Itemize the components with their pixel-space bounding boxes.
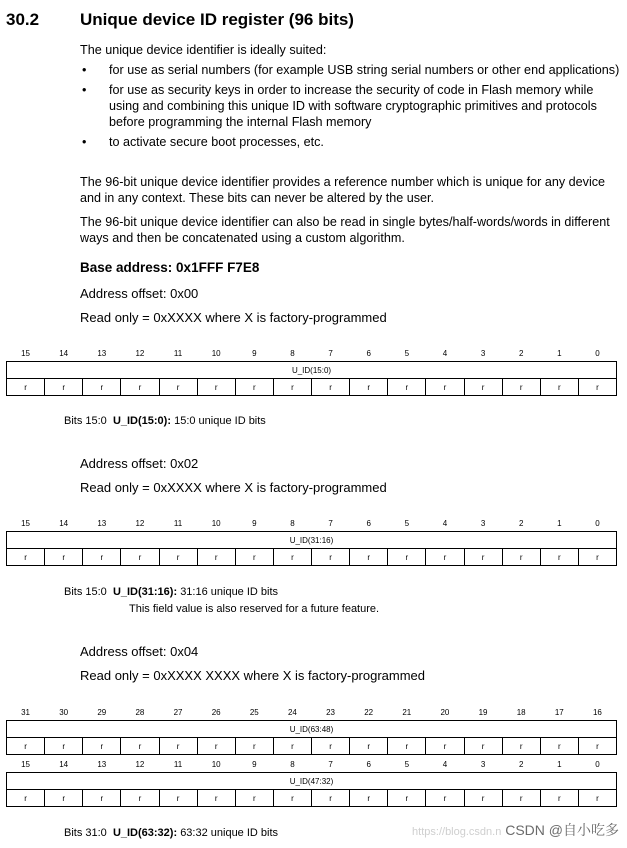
address-offset-1: Address offset: 0x02: [80, 456, 199, 471]
access-cell: r: [7, 790, 45, 807]
access-cell: r: [45, 379, 83, 396]
bit-number: 9: [252, 348, 257, 358]
access-cell: r: [350, 379, 388, 396]
access-cell: r: [197, 549, 235, 566]
bit-number: 1: [557, 518, 562, 528]
bit-number: 0: [595, 348, 600, 358]
watermark: [412, 820, 619, 840]
watermark-text: CSDN @自小吃多: [505, 822, 619, 838]
access-cell: r: [312, 790, 350, 807]
access-cell: r: [235, 790, 273, 807]
bit-number: 15: [21, 348, 31, 358]
bullet-symbol: •: [82, 83, 87, 97]
access-cell: r: [7, 549, 45, 566]
access-cell: r: [502, 379, 540, 396]
bit-number: 14: [59, 348, 69, 358]
access-cell: r: [388, 790, 426, 807]
bit-number: 8: [290, 348, 295, 358]
access-cell: r: [273, 549, 311, 566]
bit-number: 19: [478, 707, 488, 717]
bit-number: 11: [173, 348, 183, 358]
address-offset-2: Address offset: 0x04: [80, 644, 199, 659]
access-row: [7, 738, 617, 755]
bit-number: 13: [97, 759, 107, 769]
paragraph-read-modes: The 96-bit unique device identifier can also be read in single bytes/half-words/words in different ways and then be concatenated using a custom algorithm.: [80, 215, 610, 245]
bit-number: 1: [557, 348, 562, 358]
access-cell: r: [159, 379, 197, 396]
access-cell: r: [197, 790, 235, 807]
access-cell: r: [45, 549, 83, 566]
bit-description-0: [64, 415, 266, 427]
bit-number: 2: [518, 518, 524, 528]
register-table-0: [6, 345, 617, 396]
access-cell: r: [540, 379, 578, 396]
access-cell: r: [121, 790, 159, 807]
access-cell: r: [464, 379, 502, 396]
bullet-symbol: •: [82, 63, 87, 77]
access-cell: r: [502, 549, 540, 566]
field-label: U_ID(31:16):: [112, 586, 178, 598]
access-cell: r: [7, 738, 45, 755]
bit-number: 7: [328, 759, 333, 769]
bit-number: 3: [480, 348, 486, 358]
bit-number: 7: [328, 348, 333, 358]
access-cell: r: [312, 549, 350, 566]
access-cell: r: [388, 549, 426, 566]
field-label: U_ID(15:0):: [112, 415, 172, 427]
access-cell: r: [502, 738, 540, 755]
bit-number: 0: [595, 518, 600, 528]
bit-number: 11: [173, 518, 183, 528]
access-cell: r: [121, 549, 159, 566]
access-cell: r: [121, 738, 159, 755]
bit-number: 29: [97, 707, 107, 717]
address-offset-0: Address offset: 0x00: [80, 286, 199, 301]
bit-range: Bits 15:0: [64, 586, 107, 598]
access-cell: r: [540, 549, 578, 566]
bit-number: 22: [364, 707, 374, 717]
access-cell: r: [235, 379, 273, 396]
bit-number: 3: [480, 759, 486, 769]
bit-number: 11: [173, 759, 183, 769]
section-number: 30.2: [6, 10, 40, 29]
bit-range: Bits 31:0: [64, 827, 107, 839]
bit-number: 2: [518, 348, 524, 358]
bit-number: 13: [97, 348, 107, 358]
access-cell: r: [502, 790, 540, 807]
bit-number: 10: [211, 518, 221, 528]
base-address: Base address: 0x1FFF F7E8: [80, 260, 260, 275]
field-name-row: [7, 362, 617, 379]
bit-number: 3: [480, 518, 486, 528]
read-only-note-0: Read only = 0xXXXX where X is factory-programmed: [80, 310, 387, 325]
bit-number: 12: [135, 348, 145, 358]
access-cell: r: [578, 379, 616, 396]
access-cell: r: [273, 738, 311, 755]
bit-description-2: [64, 827, 278, 839]
access-cell: r: [45, 790, 83, 807]
field-name-row: [7, 532, 617, 549]
field-label: U_ID(63:32):: [112, 827, 178, 839]
bullet-symbol: •: [82, 135, 87, 149]
bit-number: 20: [440, 707, 450, 717]
field-name: U_ID(63:48): [7, 721, 617, 738]
bit-number: 28: [135, 707, 145, 717]
access-cell: r: [578, 549, 616, 566]
bullet-text: for use as serial numbers (for example USB string serial numbers or other end applications): [109, 63, 620, 77]
bit-number: 9: [252, 518, 257, 528]
read-only-note-1: Read only = 0xXXXX where X is factory-programmed: [80, 480, 387, 495]
bit-description-1: [64, 586, 278, 598]
access-row: [7, 790, 617, 807]
access-cell: r: [464, 738, 502, 755]
read-only-note-2: Read only = 0xXXXX XXXX where X is factory-programmed: [80, 668, 426, 683]
bullet-list: [80, 62, 620, 154]
bullet-text: to activate secure boot processes, etc.: [109, 135, 324, 149]
access-cell: r: [464, 790, 502, 807]
bit-number: 25: [249, 707, 259, 717]
bit-number: 15: [21, 759, 31, 769]
bit-number: 14: [59, 518, 69, 528]
access-cell: r: [45, 738, 83, 755]
bit-number: 0: [595, 759, 600, 769]
access-cell: r: [350, 738, 388, 755]
intro-text: The unique device identifier is ideally suited:: [80, 43, 327, 57]
access-cell: r: [273, 790, 311, 807]
bullet-text: for use as security keys in order to increase the security of code in Flash memory while using and combining this unique ID with software cryptographic primitives and protocols before programming the internal Flash memory: [109, 83, 597, 129]
bit-number: 6: [366, 518, 371, 528]
bit-number: 10: [211, 348, 221, 358]
bit-number: 18: [516, 707, 526, 717]
access-cell: r: [7, 379, 45, 396]
access-cell: r: [159, 790, 197, 807]
bit-number: 5: [404, 348, 410, 358]
bit-number-row: [7, 704, 617, 721]
access-cell: r: [388, 738, 426, 755]
access-cell: r: [273, 379, 311, 396]
bit-number: 6: [366, 348, 371, 358]
access-cell: r: [159, 738, 197, 755]
access-cell: r: [426, 738, 464, 755]
access-cell: r: [540, 738, 578, 755]
access-cell: r: [83, 549, 121, 566]
access-cell: r: [83, 379, 121, 396]
access-cell: r: [426, 790, 464, 807]
bit-number: 26: [211, 707, 221, 717]
bit-number: 30: [59, 707, 69, 717]
bit-number: 4: [442, 348, 448, 358]
access-cell: r: [426, 379, 464, 396]
access-cell: r: [197, 379, 235, 396]
bit-number: 12: [135, 759, 145, 769]
bit-number: 13: [97, 518, 107, 528]
access-cell: r: [464, 549, 502, 566]
access-cell: r: [197, 738, 235, 755]
bit-number-row: [7, 515, 617, 532]
field-description: 63:32 unique ID bits: [180, 827, 279, 839]
field-name: U_ID(15:0): [7, 362, 617, 379]
paragraph-description: The 96-bit unique device identifier provides a reference number which is unique for any device and in any context. These bits can never be altered by the user.: [80, 175, 606, 205]
access-cell: r: [312, 738, 350, 755]
access-cell: r: [159, 549, 197, 566]
field-description: 31:16 unique ID bits: [180, 586, 279, 598]
bit-number: 4: [442, 518, 448, 528]
bit-number: 8: [290, 518, 295, 528]
bit-number: 27: [173, 707, 183, 717]
field-name: U_ID(31:16): [7, 532, 617, 549]
bit-number: 31: [21, 707, 31, 717]
access-cell: r: [235, 549, 273, 566]
bit-number: 9: [252, 759, 257, 769]
bit-number: 10: [211, 759, 221, 769]
access-cell: r: [83, 790, 121, 807]
register-table-2-low: [6, 756, 617, 807]
access-row: [7, 379, 617, 396]
bit-number: 8: [290, 759, 295, 769]
bit-number: 5: [404, 759, 410, 769]
access-row: [7, 549, 617, 566]
field-name-row: [7, 721, 617, 738]
access-cell: r: [578, 790, 616, 807]
watermark-url: https://blog.csdn.n: [412, 826, 502, 838]
register-table-2-high: [6, 704, 617, 755]
list-item: [80, 134, 620, 150]
field-description: 15:0 unique ID bits: [174, 415, 266, 427]
access-cell: r: [540, 790, 578, 807]
bit-number: 24: [287, 707, 297, 717]
bit-number-row: [7, 756, 617, 773]
access-cell: r: [312, 379, 350, 396]
bit-number: 12: [135, 518, 145, 528]
access-cell: r: [121, 379, 159, 396]
access-cell: r: [350, 790, 388, 807]
section-title: Unique device ID register (96 bits): [80, 10, 354, 29]
bit-number: 17: [554, 707, 564, 717]
access-cell: r: [388, 379, 426, 396]
access-cell: r: [350, 549, 388, 566]
bit-number: 15: [21, 518, 31, 528]
bit-number: 5: [404, 518, 410, 528]
access-cell: r: [235, 738, 273, 755]
bit-number: 4: [442, 759, 448, 769]
bit-number: 21: [402, 707, 412, 717]
bit-number: 2: [518, 759, 524, 769]
bit-number: 6: [366, 759, 371, 769]
bit-number: 23: [326, 707, 336, 717]
bit-number: 14: [59, 759, 69, 769]
access-cell: r: [83, 738, 121, 755]
access-cell: r: [578, 738, 616, 755]
list-item: [80, 62, 620, 78]
bit-number: 1: [557, 759, 562, 769]
field-note: This field value is also reserved for a future feature.: [129, 603, 380, 615]
register-table-1: [6, 515, 617, 566]
bit-range: Bits 15:0: [64, 415, 107, 427]
access-cell: r: [426, 549, 464, 566]
bit-number: 16: [592, 707, 602, 717]
list-item: [80, 82, 620, 130]
field-name-row: [7, 773, 617, 790]
bit-number-row: [7, 345, 617, 362]
bit-number: 7: [328, 518, 333, 528]
field-name: U_ID(47:32): [7, 773, 617, 790]
